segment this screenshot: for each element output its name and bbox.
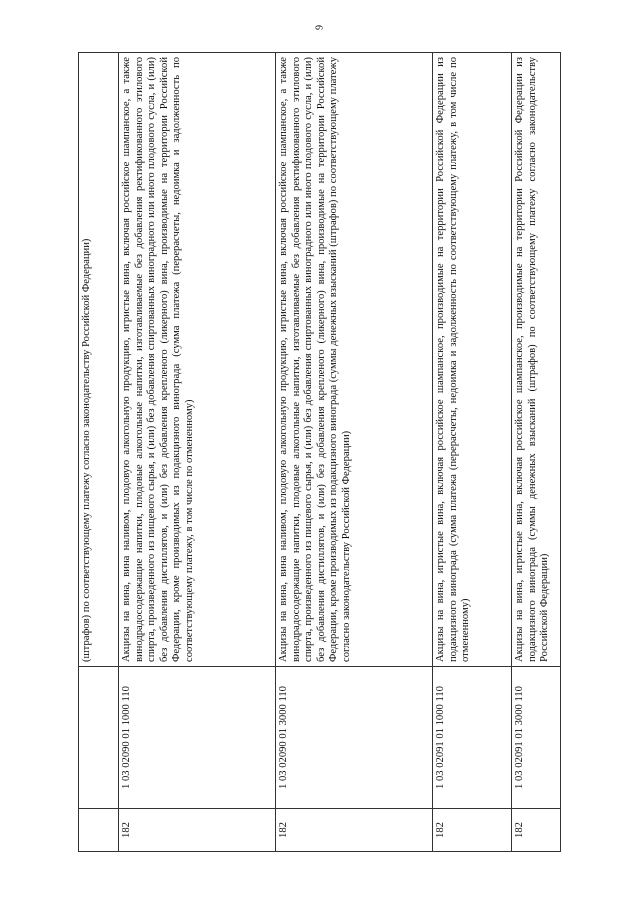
description-cell: Акцизы на вина, игристые вина, включая российское шампанское, производимые на территории Российской Федерации из подакцизного винограда (суммы денежных взысканий (штрафов) по соответствующему платежу согласно законодательству Российской Федерации) bbox=[512, 53, 561, 667]
budget-classification-table bbox=[78, 52, 561, 852]
budget-code-cell bbox=[79, 667, 119, 809]
budget-code-cell: 1 03 02090 01 3000 110 bbox=[276, 667, 433, 809]
table-row bbox=[119, 53, 276, 852]
table-row bbox=[79, 53, 119, 852]
description-cell: (штрафов) по соответствующему платежу согласно законодательству Российской Федерации) bbox=[79, 53, 119, 667]
agency-code-cell: 182 bbox=[433, 809, 512, 852]
rotated-table-container bbox=[78, 52, 558, 852]
table-row bbox=[276, 53, 433, 852]
agency-code-cell bbox=[79, 809, 119, 852]
description-cell: Акцизы на вина, игристые вина, включая российское шампанское, производимые на территории Российской Федерации из подакцизного винограда (сумма платежа (перерасчеты, недоимка и задолженность по соответствующему платежу, в том числе по отмененному) bbox=[433, 53, 512, 667]
table-row bbox=[433, 53, 512, 852]
page-number: 9 bbox=[314, 25, 326, 30]
description-cell: Акцизы на вина, вина наливом, плодовую алкогольную продукцию, игристые вина, включая российское шампанское, а также винодрадосодержащие напитки, плодовые алкогольные напитки, изготавливаемые без добавления ректификованного этилового спирта, произведенного из пищевого сырья, и (или) без добавления спиртованных виноградного или иного плодового сусла, и (или) без добавления дистиллятов, и (или) без добавления крепленого (ликерного) вина, производимые на территории Российской Федерации, кроме производимых из подакцизного винограда (суммы денежных взысканий (штрафов) по соответствующему платежу согласно законодательству Российской Федерации) bbox=[276, 53, 433, 667]
agency-code-cell: 182 bbox=[512, 809, 561, 852]
budget-code-cell: 1 03 02091 01 1000 110 bbox=[433, 667, 512, 809]
table-row bbox=[512, 53, 561, 852]
budget-code-cell: 1 03 02091 01 3000 110 bbox=[512, 667, 561, 809]
agency-code-cell: 182 bbox=[119, 809, 276, 852]
description-cell: Акцизы на вина, вина наливом, плодовую алкогольную продукцию, игристые вина, включая российское шампанское, а также винодрадосодержащие напитки, плодовые алкогольные напитки, изготавливаемые без добавления ректификованного этилового спирта, произведенного из пищевого сырья, и (или) без добавления спиртованных виноградного или иного плодового сусла, и (или) без добавления дистиллятов, и (или) без добавления крепленого (ликерного) вина, производимые на территории Российской Федерации, кроме производимых из подакцизного винограда (сумма платежа (перерасчеты, недоимка и задолженность по соответствующему платежу, в том числе по отмененному) bbox=[119, 53, 276, 667]
agency-code-cell: 182 bbox=[276, 809, 433, 852]
budget-code-cell: 1 03 02090 01 1000 110 bbox=[119, 667, 276, 809]
